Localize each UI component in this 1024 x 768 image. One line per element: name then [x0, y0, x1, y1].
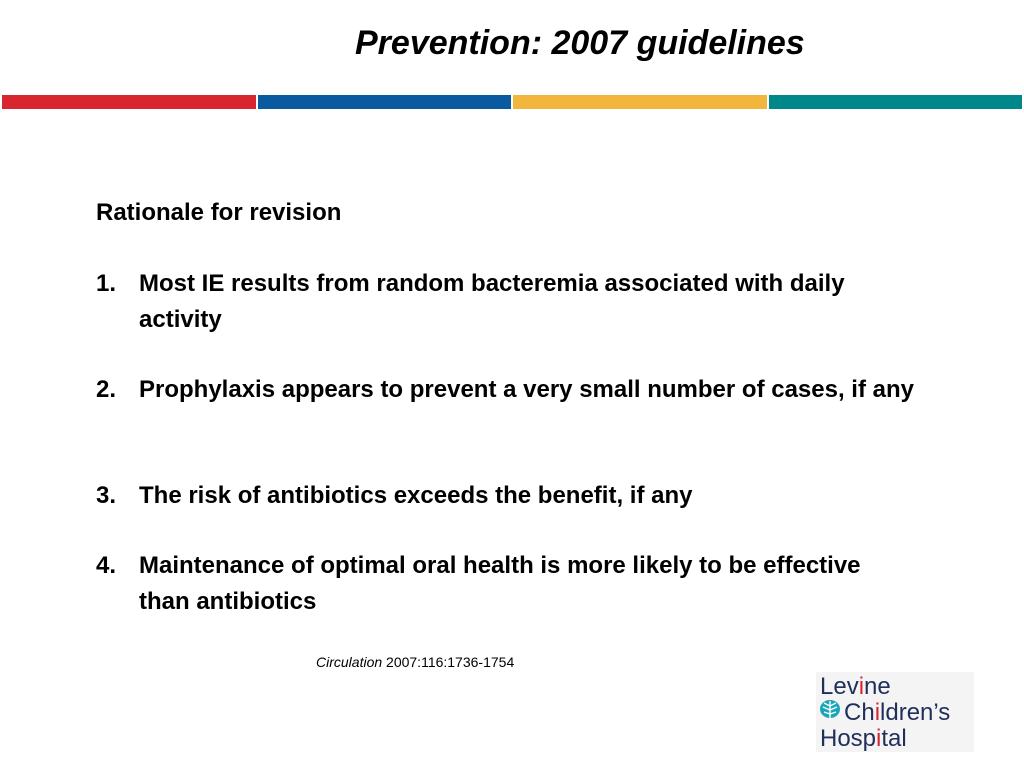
list-item-number: 2. [96, 376, 117, 403]
list-item-text: Most IE results from random bacteremia associated with daily activity [139, 270, 845, 333]
accent-bar-teal [769, 95, 1023, 109]
slide-title: Prevention: 2007 guidelines [355, 24, 805, 62]
accent-bar-red [2, 95, 256, 109]
list-item-number: 3. [96, 482, 117, 509]
citation [316, 654, 514, 670]
logo-text: ldren’s [880, 699, 951, 726]
accent-bar [2, 95, 1022, 109]
logo-line-2 [844, 701, 950, 725]
logo-accent-letter: i [876, 725, 882, 752]
list-item [96, 372, 916, 408]
logo-accent-letter: i [858, 673, 865, 700]
list-item [96, 266, 916, 338]
list-item-number: 4. [96, 552, 117, 579]
logo-text: ne [864, 673, 891, 700]
logo-text: Hosp [820, 725, 877, 752]
accent-bar-blue [258, 95, 512, 109]
hospital-logo [816, 672, 974, 752]
list-item-text: The risk of antibiotics exceeds the benefit, if any [139, 482, 693, 509]
list-item-text: Prophylaxis appears to prevent a very small number of cases, if any [139, 376, 914, 403]
logo-accent-letter: i [874, 699, 881, 726]
logo-text: Lev [820, 673, 859, 700]
list-item-text: Maintenance of optimal oral health is more likely to be effective than antibiotics [139, 552, 861, 615]
logo-line-1 [820, 675, 891, 699]
tree-icon [819, 699, 841, 721]
list-item [96, 548, 916, 620]
accent-bar-yellow [513, 95, 767, 109]
logo-text: Ch [844, 699, 875, 726]
list-item-number: 1. [96, 270, 117, 297]
logo-line-3 [820, 727, 907, 751]
citation-journal: Circulation [316, 654, 383, 670]
logo-text: tal [881, 725, 907, 752]
list-item [96, 478, 916, 514]
section-heading: Rationale for revision [96, 199, 342, 226]
citation-reference: 2007:116:1736-1754 [386, 654, 515, 670]
